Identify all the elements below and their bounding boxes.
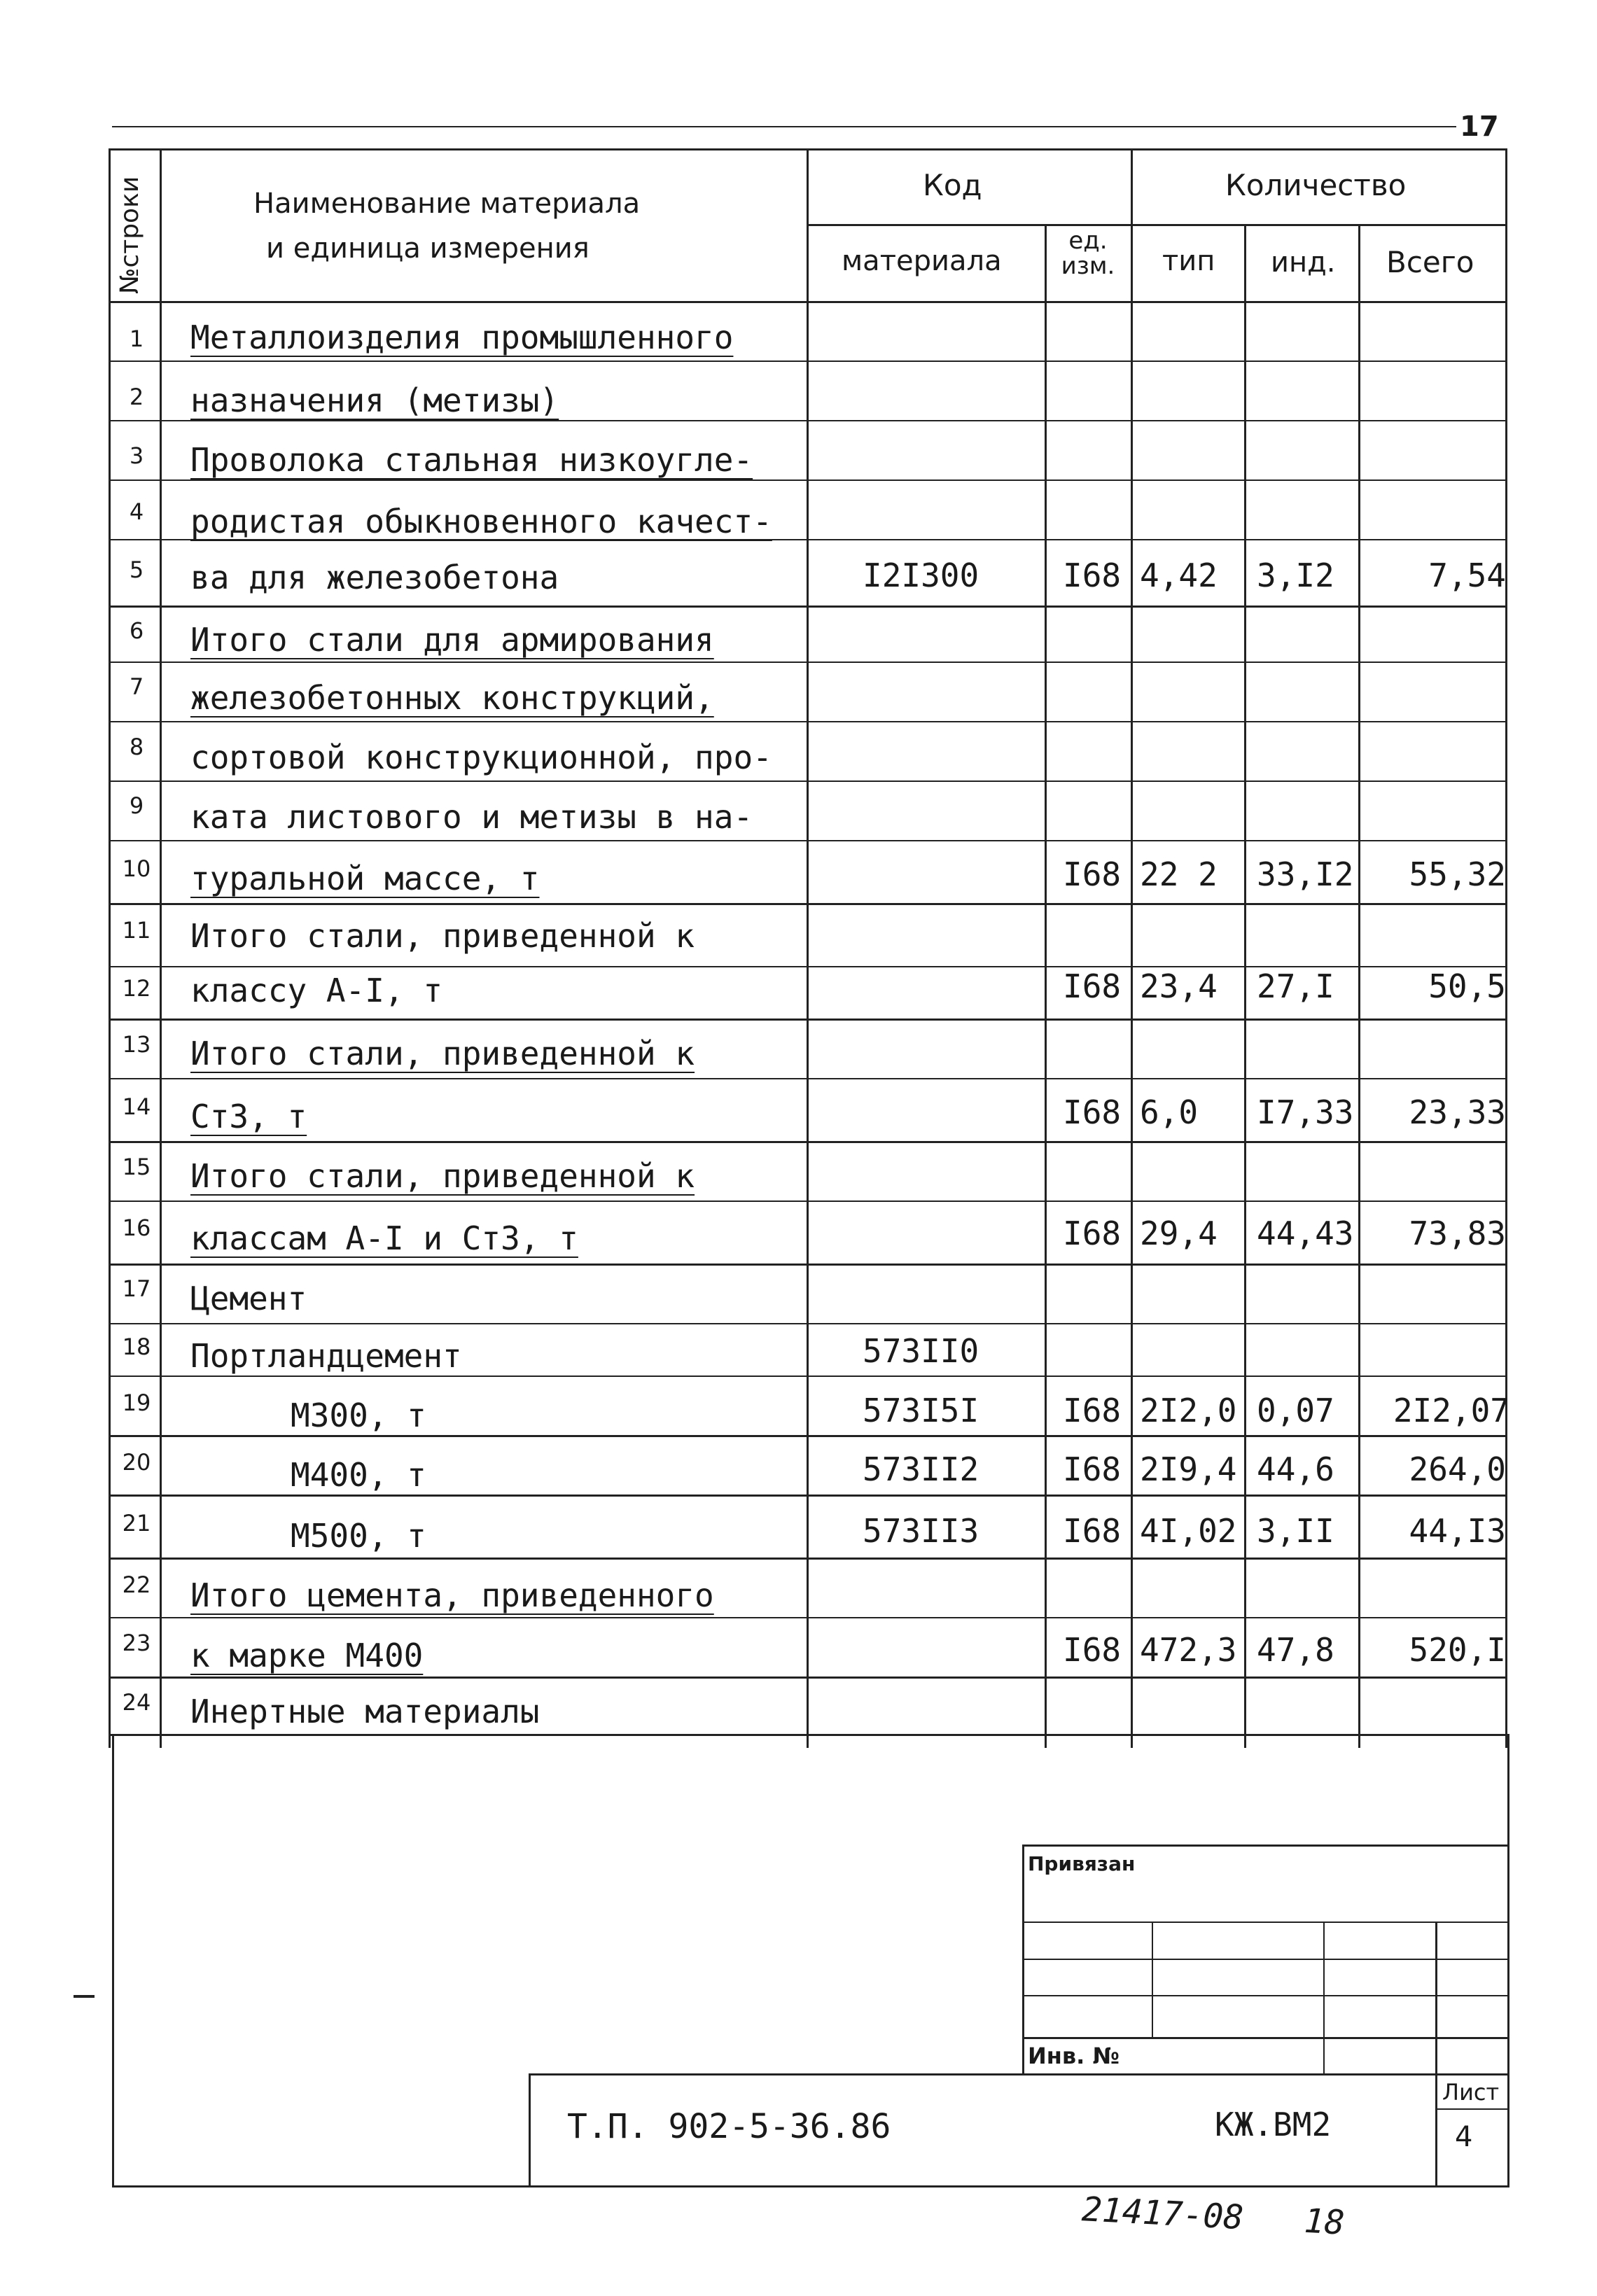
- row-qty-type: 4,42: [1140, 556, 1218, 594]
- row-qty-type: 6,0: [1140, 1093, 1199, 1131]
- row-qty-ind: 3,II: [1257, 1512, 1334, 1550]
- row-qty-type: 22 2: [1140, 855, 1218, 893]
- row-number: 4: [129, 498, 144, 525]
- row-unit: I68: [1063, 1450, 1122, 1488]
- row-number: 2: [129, 384, 144, 410]
- row-number: 11: [122, 917, 151, 944]
- row-qty-type: 2I2,0: [1140, 1392, 1237, 1429]
- row-name: Проволока стальная низкоугле-: [190, 441, 753, 479]
- row-qty-type: 2I9,4: [1140, 1450, 1237, 1488]
- row-qty-ind: 44,43: [1257, 1214, 1354, 1252]
- row-qty-type: 29,4: [1140, 1214, 1218, 1252]
- row-number: 22: [122, 1572, 151, 1598]
- sheet-label: Лист: [1442, 2079, 1500, 2106]
- frame-right-border: [1507, 1734, 1509, 2188]
- row-name: классам А-I и Ст3, т: [190, 1219, 578, 1257]
- name-header-line1: Наименование материала: [253, 188, 641, 220]
- row-number: 18: [122, 1334, 151, 1360]
- row-number: 13: [122, 1031, 151, 1058]
- qty-type-header: тип: [1162, 245, 1215, 277]
- row-name: к марке М400: [190, 1637, 424, 1674]
- row-number: 8: [129, 734, 144, 760]
- row-qty-ind: 33,I2: [1257, 855, 1354, 893]
- row-unit: I68: [1063, 1093, 1122, 1131]
- row-name: Ст3, т: [190, 1098, 307, 1135]
- edge-mark: [74, 1995, 95, 1998]
- row-number: 23: [122, 1630, 151, 1656]
- row-qty-total: 2I2,07: [1393, 1392, 1509, 1429]
- frame-bottom-border: [112, 2185, 1509, 2188]
- row-name: сортовой конструкционной, про-: [190, 738, 772, 776]
- row-number: 7: [129, 673, 144, 700]
- row-unit: I68: [1063, 1214, 1122, 1252]
- row-code: 573II0: [863, 1332, 979, 1370]
- row-number: 21: [122, 1510, 151, 1536]
- row-name: Итого стали, приведенной к: [190, 1035, 695, 1072]
- row-unit: I68: [1063, 1631, 1122, 1669]
- inv-label: Инв. №: [1028, 2043, 1120, 2069]
- row-qty-total: 73,83: [1409, 1214, 1506, 1252]
- row-number: 6: [129, 617, 144, 644]
- row-name: М400, т: [291, 1456, 426, 1494]
- row-number: 10: [122, 855, 151, 882]
- row-number: 20: [122, 1449, 151, 1476]
- row-number: 12: [122, 975, 151, 1002]
- bound-label: Привязан: [1028, 1852, 1136, 1875]
- row-qty-type: 4I,02: [1140, 1512, 1237, 1550]
- row-number: 24: [122, 1689, 151, 1716]
- row-name: Итого цемента, приведенного: [190, 1576, 714, 1614]
- row-unit: I68: [1063, 1512, 1122, 1550]
- row-name: ката листового и метизы в на-: [190, 798, 753, 836]
- row-name: Металлоизделия промышленного: [190, 318, 734, 356]
- row-qty-ind: 27,I: [1257, 967, 1334, 1005]
- code-material-header: материала: [842, 245, 1002, 277]
- row-name: М300, т: [291, 1396, 426, 1434]
- code-header: Код: [923, 168, 982, 202]
- row-code: 573II2: [863, 1450, 979, 1488]
- qty-ind-header: инд.: [1271, 246, 1336, 279]
- row-name: ва для железобетона: [190, 559, 559, 596]
- row-number: 9: [129, 792, 144, 819]
- row-unit: I68: [1063, 1392, 1122, 1429]
- row-qty-total: 55,32: [1409, 855, 1506, 893]
- row-number: 1: [129, 326, 144, 352]
- row-qty-type: 472,3: [1140, 1631, 1237, 1669]
- row-number: 14: [122, 1093, 151, 1120]
- doc-code: КЖ.ВМ2: [1215, 2106, 1332, 2143]
- row-number: 3: [129, 442, 144, 469]
- row-qty-total: 50,5: [1428, 967, 1506, 1005]
- row-unit: I68: [1063, 556, 1122, 594]
- row-code: 573I5I: [863, 1392, 979, 1429]
- row-qty-total: 520,I: [1409, 1631, 1506, 1669]
- row-name: Итого стали, приведенной к: [190, 917, 695, 955]
- row-qty-ind: 47,8: [1257, 1631, 1334, 1669]
- row-name: железобетонных конструкций,: [190, 679, 714, 717]
- row-code: I2I300: [863, 556, 979, 594]
- qty-total-header: Всего: [1386, 245, 1474, 279]
- frame-left-border: [112, 1734, 114, 2188]
- code-unit-header: ед. изм.: [1061, 227, 1115, 280]
- row-code: 573II3: [863, 1512, 979, 1550]
- row-name: Цемент: [190, 1280, 307, 1317]
- row-number: 17: [122, 1275, 151, 1302]
- quantity-header: Количество: [1225, 168, 1407, 202]
- row-name: назначения (метизы): [190, 382, 559, 419]
- row-unit: I68: [1063, 855, 1122, 893]
- page-corner-number: 17: [1460, 111, 1499, 143]
- top-border-line: [112, 126, 1456, 127]
- row-name: родистая обыкновенного качест-: [190, 503, 772, 540]
- row-name: Итого стали для армирования: [190, 621, 714, 659]
- row-qty-type: 23,4: [1140, 967, 1218, 1005]
- row-qty-total: 44,I3: [1409, 1512, 1506, 1550]
- row-name: М500, т: [291, 1517, 426, 1555]
- row-number: 15: [122, 1154, 151, 1180]
- doc-number: Т.П. 902-5-36.86: [567, 2107, 891, 2146]
- row-number-header: №строки: [116, 176, 144, 294]
- row-name: Инертные материалы: [190, 1693, 540, 1730]
- row-name: Итого стали, приведенной к: [190, 1157, 695, 1195]
- row-number: 19: [122, 1390, 151, 1416]
- row-number: 5: [129, 556, 144, 583]
- row-qty-total: 264,0: [1409, 1450, 1506, 1488]
- row-name: классу А-I, т: [190, 972, 443, 1009]
- row-qty-ind: I7,33: [1257, 1093, 1354, 1131]
- row-qty-ind: 0,07: [1257, 1392, 1334, 1429]
- row-name: Портландцемент: [190, 1337, 462, 1375]
- row-number: 16: [122, 1214, 151, 1241]
- row-qty-ind: 44,6: [1257, 1450, 1334, 1488]
- sheet-value: 4: [1455, 2121, 1473, 2153]
- row-unit: I68: [1063, 967, 1122, 1005]
- row-name: туральной массе, т: [190, 860, 540, 897]
- archive-number: 21417-08 18: [1080, 2190, 1346, 2243]
- row-qty-total: 23,33: [1409, 1093, 1506, 1131]
- row-qty-ind: 3,I2: [1257, 556, 1334, 594]
- name-header-line2: и единица измерения: [266, 232, 590, 265]
- row-qty-total: 7,54: [1428, 556, 1506, 594]
